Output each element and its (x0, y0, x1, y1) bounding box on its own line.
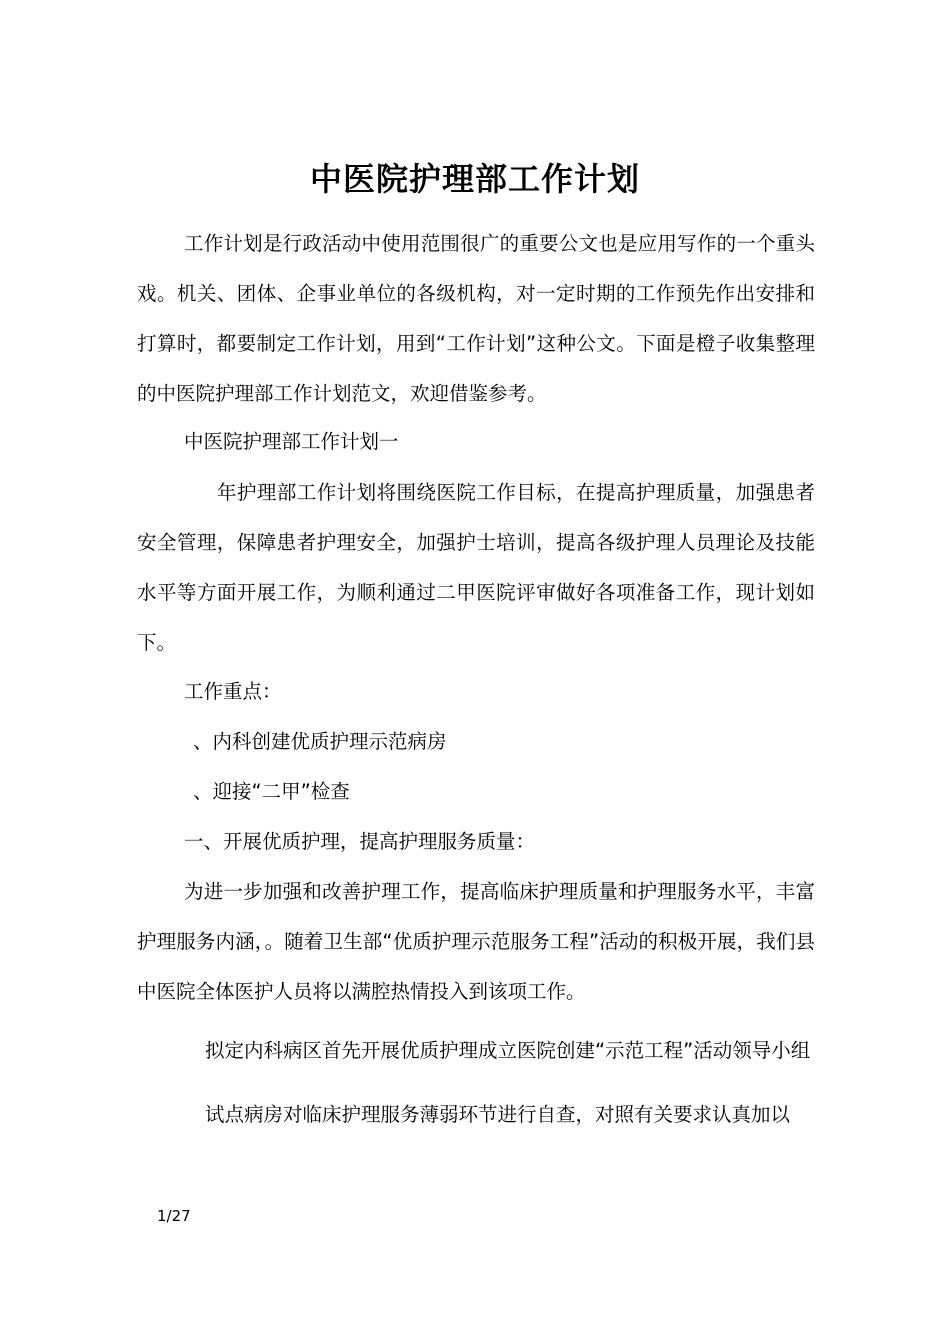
key-points-heading: 工作重点： (184, 680, 282, 703)
plan-overview-paragraph: 年护理部工作计划将围绕医院工作目标，在提高护理质量，加强患者安全管理，保障患者护理安全，加强护士培训，提高各级护理人员理论及技能水平等方面开展工作，为顺利通过二甲医院评审做好各项准备工作，现计划如下。 (137, 481, 815, 654)
key-point-item: 、内科创建优质护理示范病房 (193, 730, 447, 753)
page-title: 中医院护理部工作计划 (309, 160, 640, 199)
sub-item: 拟定内科病区首先开展优质护理成立医院创建“示范工程”活动领导小组 (205, 1039, 811, 1062)
intro-paragraph: 工作计划是行政活动中使用范围很广的重要公文也是应用写作的一个重头戏。机关、团体、企事业单位的各级机构，对一定时期的工作预先作出安排和打算时，都要制定工作计划，用到“工作计划”这种公文。下面是橙子收集整理的中医院护理部工作计划范文，欢迎借鉴参考。 (137, 232, 815, 405)
quality-care-paragraph: 为进一步加强和改善护理工作，提高临床护理质量和护理服务水平，丰富护理服务内涵，。随着卫生部“优质护理示范服务工程”活动的积极开展，我们县中医院全体医护人员将以满腔热情投入到该项工作。 (137, 880, 815, 1003)
section-heading-plan-one: 中医院护理部工作计划一 (184, 430, 399, 453)
page-number: 1/27 (157, 1207, 191, 1225)
key-point-item: 、迎接“二甲”检查 (193, 780, 350, 803)
sub-item: 试点病房对临床护理服务薄弱环节进行自查，对照有关要求认真加以 (205, 1103, 791, 1126)
section-heading-quality-care: 一、开展优质护理，提高护理服务质量： (184, 830, 536, 853)
